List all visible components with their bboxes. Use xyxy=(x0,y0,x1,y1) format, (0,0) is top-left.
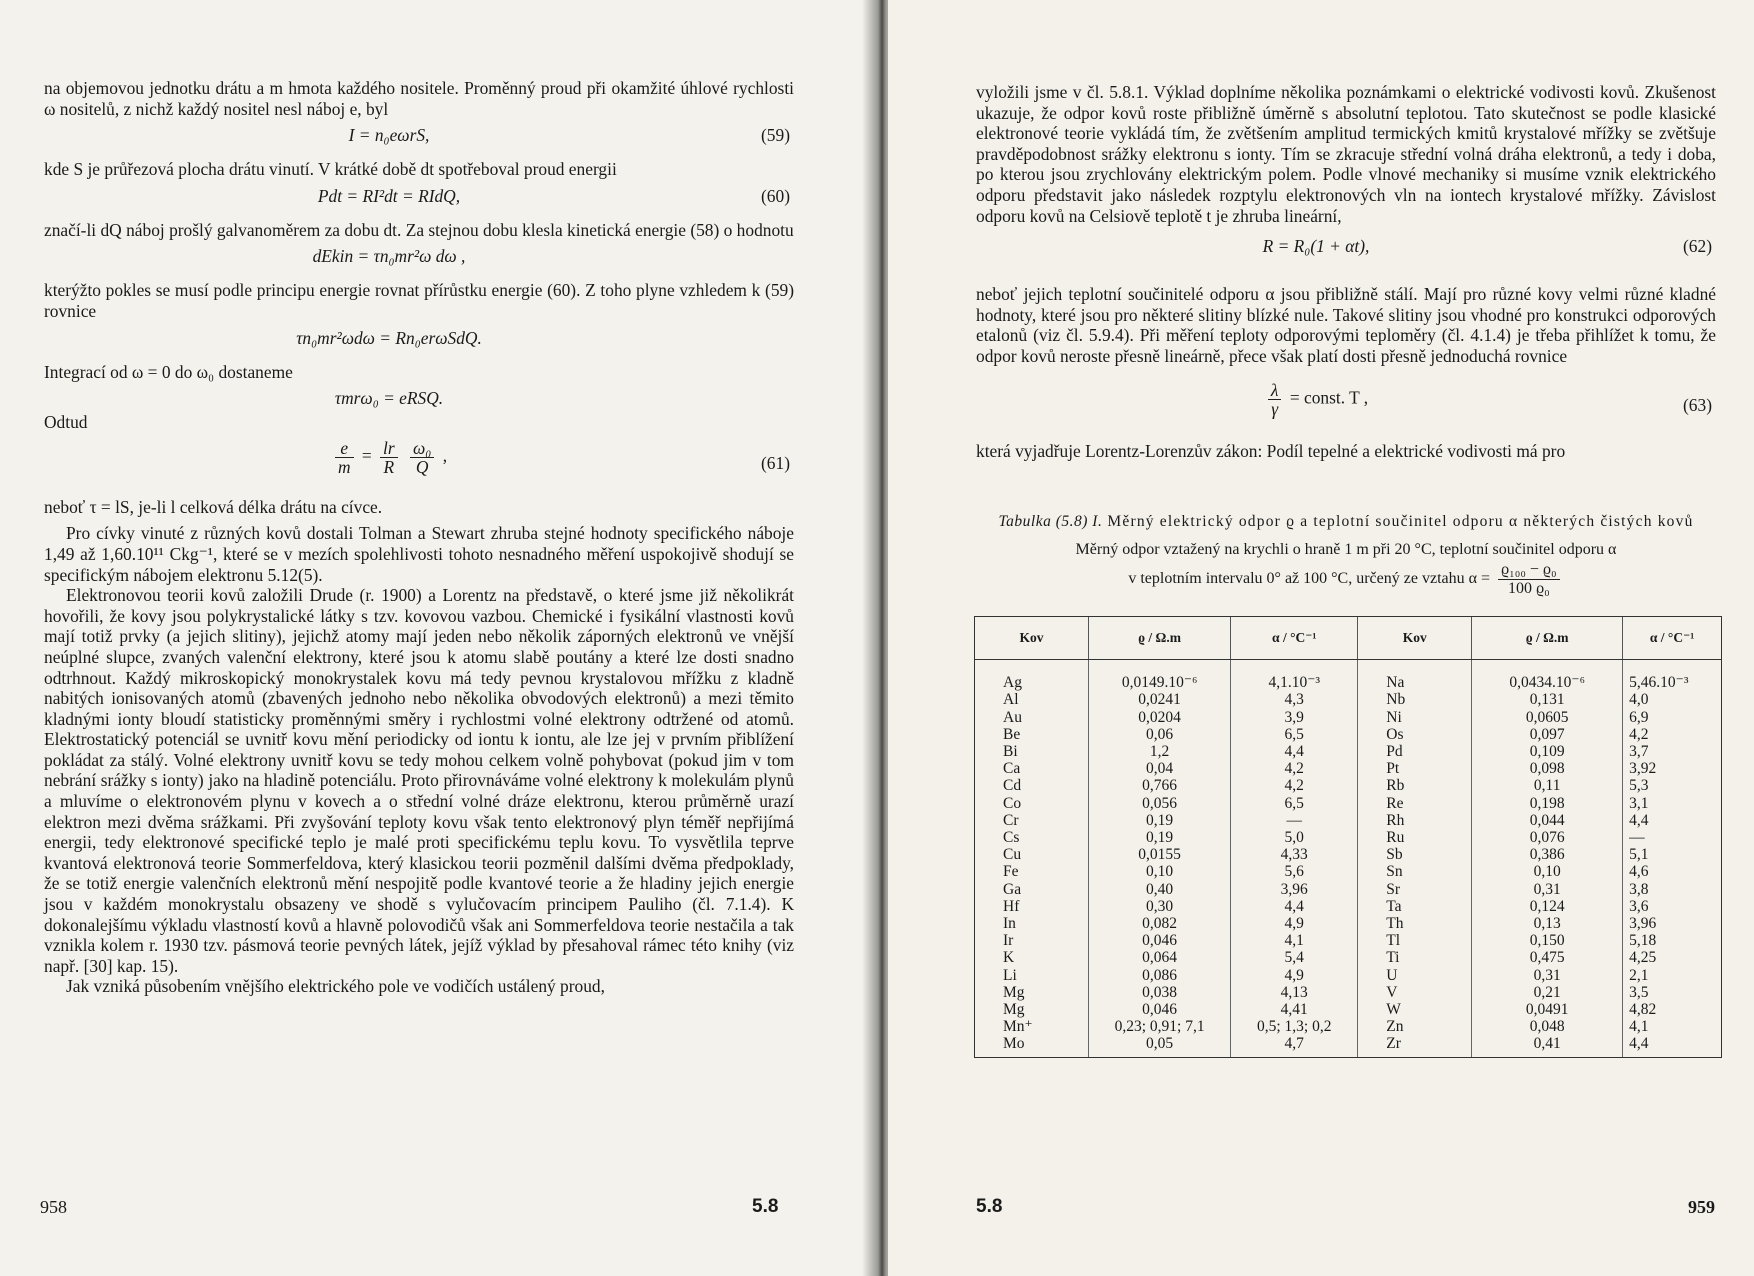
table-cell: 0,0434.10⁻⁶ xyxy=(1472,674,1623,691)
section-label-left: 5.8 xyxy=(752,1196,779,1217)
table-cell: 0,31 xyxy=(1472,967,1623,984)
table-cell: 0,13 xyxy=(1472,915,1623,932)
table-cell: 6,5 xyxy=(1231,795,1358,812)
equation-60 xyxy=(44,186,794,214)
table-cell: 0,0241 xyxy=(1089,691,1231,708)
table-cell: 0,0155 xyxy=(1089,846,1231,863)
table-cell: Nb xyxy=(1358,691,1472,708)
table-cell: 0,475 xyxy=(1472,949,1623,966)
table-cell: 0,11 xyxy=(1472,777,1623,794)
table-cell: 5,46.10⁻³ xyxy=(1623,674,1722,691)
table-cell: 0,0491 xyxy=(1472,1001,1623,1018)
table-row xyxy=(975,795,1722,812)
table-cell: In xyxy=(975,915,1089,932)
table-cell: 0,0149.10⁻⁶ xyxy=(1089,674,1231,691)
table-cell: Re xyxy=(1358,795,1472,812)
table-row xyxy=(975,1035,1722,1057)
table-cell: 0,038 xyxy=(1089,984,1231,1001)
table-row xyxy=(975,846,1722,863)
fraction-w0-Q: $\frac{\text{ω₀}}{Q}$ xyxy=(410,439,434,476)
table-cell: 0,044 xyxy=(1472,812,1623,829)
right-text-column xyxy=(976,82,1716,1058)
equation-body: τn₀mr²ωdω = Rn₀erωSdQ. xyxy=(296,327,482,348)
paragraph: Pro cívky vinuté z různých kovů dostali Tolman a Stewart zhruba stejné hodnoty specifického náboje 1,49 až 1,60.10¹¹ Ckg⁻¹, které se v mezích spolehlivosti tohoto nesnadného měření uspokojivě shodují se specifickým nábojem elektronu 5.12(5). xyxy=(44,523,794,585)
table-cell: 4,1 xyxy=(1231,932,1358,949)
table-subcaption: Měrný odpor vztažený na krychli o hraně 1 m při 20 °C, teplotní součinitel odporu α v teplotním intervalu 0° až 100 °C, určený ze vztahu α = $\frac{\text{ϱ₁₀₀ − ϱ₀}}{\text{100 ϱ₀}}$ xyxy=(1075,541,1617,598)
table-label: Tabulka (5.8) I. xyxy=(998,513,1103,531)
table-cell: 3,92 xyxy=(1623,760,1722,777)
table-cell: 0,098 xyxy=(1472,760,1623,777)
equation-number: (61) xyxy=(761,452,790,473)
table-cell: Li xyxy=(975,967,1089,984)
table-cell: — xyxy=(1623,829,1722,846)
table-cell: 4,2 xyxy=(1231,777,1358,794)
table-cell: 0,19 xyxy=(1089,829,1231,846)
paragraph: neboť τ = lS, je-li l celková délka drátu na cívce. xyxy=(44,496,383,517)
table-row xyxy=(975,829,1722,846)
table-cell: Ti xyxy=(1358,949,1472,966)
equation-61 xyxy=(44,439,794,491)
table-cell: 4,4 xyxy=(1623,812,1722,829)
table-cell: 4,13 xyxy=(1231,984,1358,1001)
table-cell: Sb xyxy=(1358,846,1472,863)
equation-number: (62) xyxy=(1683,236,1712,257)
table-cell: 0,064 xyxy=(1089,949,1231,966)
table-caption xyxy=(976,513,1716,531)
table-cell: Ca xyxy=(975,760,1089,777)
table-cell: 4,41 xyxy=(1231,1001,1358,1018)
table-cell: 5,18 xyxy=(1623,932,1722,949)
equation-62 xyxy=(976,236,1716,264)
table-cell: Cr xyxy=(975,812,1089,829)
table-row xyxy=(975,1018,1722,1035)
equation-body: dEkin = τn₀mr²ω dω , xyxy=(312,246,466,267)
right-page xyxy=(888,0,1754,1276)
equation-number: (59) xyxy=(761,125,790,146)
table-cell: 0,124 xyxy=(1472,898,1623,915)
table-cell: 4,4 xyxy=(1623,1035,1722,1057)
table-cell: 4,1.10⁻³ xyxy=(1231,674,1358,691)
equation-body: R = R₀(1 + αt), xyxy=(1262,236,1370,257)
equation-balance xyxy=(44,328,794,356)
table-header: ϱ / Ω.m xyxy=(1472,617,1623,660)
table-cell: 0,086 xyxy=(1089,967,1231,984)
table-cell: 2,1 xyxy=(1623,967,1722,984)
paragraph: neboť jejich teplotní součinitelé odporu α jsou přibližně stálí. Mají pro různé kovy velmi různé kladné hodnoty, které jsou pro některé slitiny blízké nule. Takové slitiny jsou vhodné pro konstrukci odporových etalonů (viz čl. 5.9.4). Při měření teploty odporovými teploměry (čl. 4.1.4) je třeba přihlížet k tomu, že odpor kovů neroste přesně lineárně, přece však platí dosti přesně jednoduchá rovnice xyxy=(976,284,1716,366)
table-cell: 5,1 xyxy=(1623,846,1722,863)
table-row xyxy=(975,812,1722,829)
paragraph: která vyjadřuje Lorentz-Lorenzův zákon: Podíl tepelné a elektrické vodivosti má pro xyxy=(976,440,1566,461)
page-number-left: 958 xyxy=(40,1197,67,1217)
table-cell: 4,82 xyxy=(1623,1001,1722,1018)
table-cell: Cu xyxy=(975,846,1089,863)
paragraph: kde S je průřezová plocha drátu vinutí. V krátké době dt spotřeboval proud energii xyxy=(44,159,617,180)
table-cell: 0,056 xyxy=(1089,795,1231,812)
table-cell: 6,5 xyxy=(1231,726,1358,743)
table-cell: Be xyxy=(975,726,1089,743)
table-cell: 4,3 xyxy=(1231,691,1358,708)
table-header: Kov xyxy=(1358,617,1472,660)
table-cell: Pt xyxy=(1358,760,1472,777)
table-cell: 0,046 xyxy=(1089,932,1231,949)
table-header: α / °C⁻¹ xyxy=(1231,617,1358,660)
table-cell: 4,6 xyxy=(1623,863,1722,880)
table-cell: Bi xyxy=(975,743,1089,760)
table-row xyxy=(975,932,1722,949)
table-cell: Sn xyxy=(1358,863,1472,880)
table-row xyxy=(975,984,1722,1001)
table-cell: 0,109 xyxy=(1472,743,1623,760)
table-cell: Sr xyxy=(1358,881,1472,898)
table-row xyxy=(975,967,1722,984)
table-cell: 0,41 xyxy=(1472,1035,1623,1057)
table-cell: 0,046 xyxy=(1089,1001,1231,1018)
table-cell: 5,3 xyxy=(1623,777,1722,794)
table-cell: 4,33 xyxy=(1231,846,1358,863)
page-number-right: 959 xyxy=(1688,1197,1715,1217)
equation-kinetic xyxy=(44,246,794,274)
resistivity-table xyxy=(974,616,1722,1057)
paragraph: vyložili jsme v čl. 5.8.1. Výklad doplníme několika poznámkami o elektrické vodivosti kovů. Zkušenost ukazuje, že odpor kovů roste přibližně úměrně s absolutní teplotou. Tato skutečnost se podle klasické elektronové teorie vykládá tím, že zvětšením amplitud termických kmitů krystalové mřížky se zvětšuje pravděpodobnost srážky elektronu s ionty. Tím se zkracuje střední volná dráha elektronů, a tedy i doba, po kterou jsou zrychlovány elektrickým polem. Podle vlnové mechaniky si musíme vznik elektrického odporu představit jako následek rozptylu elektronových vln na iontech krystalové mřížky. Závislost odporu kovů na Celsiově teplotě t je zhruba lineární, xyxy=(976,82,1716,226)
table-cell: 4,25 xyxy=(1623,949,1722,966)
table-cell: Mg xyxy=(975,1001,1089,1018)
table-row xyxy=(975,881,1722,898)
table-cell: 4,0 xyxy=(1623,691,1722,708)
table-cell: 0,076 xyxy=(1472,829,1623,846)
table-cell: 0,10 xyxy=(1472,863,1623,880)
equation-59 xyxy=(44,125,794,153)
equation-body: $\frac{\lambda}{\gamma}$ = const. T , xyxy=(976,381,1656,418)
table-cell: 4,2 xyxy=(1623,726,1722,743)
table-row xyxy=(975,726,1722,743)
table-cell: 0,150 xyxy=(1472,932,1623,949)
table-cell: 4,4 xyxy=(1231,743,1358,760)
paragraph: Integrací od ω = 0 do ω₀ dostaneme xyxy=(44,361,293,382)
table-header: Kov xyxy=(975,617,1089,660)
equation-body: Pdt = RI²dt = RIdQ, xyxy=(317,185,461,206)
equation-body: I = n₀eωrS, xyxy=(348,125,430,146)
table-cell: W xyxy=(1358,1001,1472,1018)
table-cell: 4,4 xyxy=(1231,898,1358,915)
table-row xyxy=(975,863,1722,880)
table-cell: 4,1 xyxy=(1623,1018,1722,1035)
table-cell: 0,198 xyxy=(1472,795,1623,812)
table-cell: Co xyxy=(975,795,1089,812)
table-cell: Mo xyxy=(975,1035,1089,1057)
paragraph: značí-li dQ náboj prošlý galvanoměrem za dobu dt. Za stejnou dobu klesla kinetická energie (58) o hodnotu xyxy=(44,219,794,240)
table-spacer-row xyxy=(975,660,1722,675)
table-cell: 5,4 xyxy=(1231,949,1358,966)
table-body xyxy=(975,660,1722,1057)
table-cell: 4,9 xyxy=(1231,967,1358,984)
table-cell: Fe xyxy=(975,863,1089,880)
equation-integrated xyxy=(44,388,794,416)
fraction-alpha-formula: $\frac{\text{ϱ₁₀₀ − ϱ₀}}{\text{100 ϱ₀}}$ xyxy=(1498,561,1560,598)
table-cell: Th xyxy=(1358,915,1472,932)
table-cell: Al xyxy=(975,691,1089,708)
table-cell: 6,9 xyxy=(1623,709,1722,726)
table-cell: 0,10 xyxy=(1089,863,1231,880)
table-cell: Na xyxy=(1358,674,1472,691)
table-cell: 5,0 xyxy=(1231,829,1358,846)
table-title: Měrný elektrický odpor ϱ a teplotní součinitel odporu α některých čistých kovů xyxy=(1107,513,1694,531)
table-cell: 0,766 xyxy=(1089,777,1231,794)
equation-number: (60) xyxy=(761,185,790,206)
table-header-row xyxy=(975,617,1722,660)
table-cell: Hf xyxy=(975,898,1089,915)
table-cell: Cd xyxy=(975,777,1089,794)
table-cell: Ta xyxy=(1358,898,1472,915)
table-cell: Tl xyxy=(1358,932,1472,949)
table-cell: Rb xyxy=(1358,777,1472,794)
table-cell: 0,5; 1,3; 0,2 xyxy=(1231,1018,1358,1035)
table-cell: Au xyxy=(975,709,1089,726)
table-cell: 0,31 xyxy=(1472,881,1623,898)
table-row xyxy=(975,674,1722,691)
table-row xyxy=(975,898,1722,915)
table-cell: 1,2 xyxy=(1089,743,1231,760)
paragraph: na objemovou jednotku drátu a m hmota každého nositele. Proměnný proud při okamžité úhlové rychlosti ω nositelů, z nichž každý nositel nesl náboj e, byl xyxy=(44,78,794,119)
fraction-lambda-gamma: $\frac{\lambda}{\gamma}$ xyxy=(1268,381,1282,418)
table-cell: 0,40 xyxy=(1089,881,1231,898)
table-cell: 0,386 xyxy=(1472,846,1623,863)
table-cell: 0,131 xyxy=(1472,691,1623,708)
table-cell: Mn⁺ xyxy=(975,1018,1089,1035)
table-cell: 0,082 xyxy=(1089,915,1231,932)
table-cell: Ir xyxy=(975,932,1089,949)
table-cell: Pd xyxy=(1358,743,1472,760)
paragraph: Elektronovou teorii kovů založili Drude (r. 1900) a Lorentz na představě, o které jsme již několikrát hovořili, že kovy jsou polykrystalické látky s tzv. kovovou vazbou. Chemické i fysikální vlastnosti kovů mají totiž prvky (a jejich slitiny), jejichž atomy mají jeden nebo několik záporných elektronů ve vnější neúplné slupce, zvaných valenční elektrony, které jsou k atomu slabě poutány a které lze dosti snadno odtrhnout. Každý mikroskopický monokrystalek kovu má tedy pevnou krystalovou mřížku z kladně nabitých ionisovaných atomů (zbavených jednoho nebo několika obvodových elektronů) a mezi těmito kladnými ionty bloudí statisticky proměnnými směry i rychlostmi volné elektrony odtržené od atomů. Elektrostatický potenciál se uvnitř kovu mění periodicky od iontu k iontu, ale lze jej v prvním přiblížení pokládat za stálý. Volné elektrony uvnitř kovu se tedy mohou celkem volně pohybovat (pokud jim v tom nebrání srážky s ionty) jako na hladině potenciálu. Proto přirovnáváme volné elektrony k molekulám plynů a mluvíme o elektronovém plynu v kovech a o střední volné dráze elektronu, kterou průměrně urazí elektron mezi dvěma srážkami. Při zvyšování teploty kovu však tento elektronový plyn téměř nepřijímá energii, tedy elektronové specifické teplo je malé proti specifickému teplu kovu. To vysvětlila teprve kvantová elektronová teorie Sommerfeldova, který klasickou teorii pozměnil dalšími dvěma předpoklady, že se totiž energie valenčních elektronů mění nespojitě podle kvantové teorie a že hladiny jejich energie jsou v každém monokrystalu obsazeny ve shodě s vylučovacím principem Pauliho (čl. 7.1.4). K dokonalejšímu výkladu vlastností kovů a hlavně polovodičů však ani Sommerfeldova teorie nestačila a tak vznikla kolem r. 1930 tzv. pásmová teorie pevných látek, jejíž výklad by přesahoval rámec této knihy (viz např. [30] kap. 15). xyxy=(44,585,794,976)
table-cell: 0,21 xyxy=(1472,984,1623,1001)
table-cell: 0,0204 xyxy=(1089,709,1231,726)
table-row xyxy=(975,915,1722,932)
table-cell: 3,1 xyxy=(1623,795,1722,812)
table-cell: 4,2 xyxy=(1231,760,1358,777)
table-cell: 4,7 xyxy=(1231,1035,1358,1057)
table-cell: 4,9 xyxy=(1231,915,1358,932)
table-row xyxy=(975,777,1722,794)
equation-body: $\frac{e}{m}$ = $\frac{lr}{R}$ $\frac{\text{ω₀}}{Q}$ , xyxy=(44,439,734,476)
left-page xyxy=(0,0,872,1276)
table-row xyxy=(975,760,1722,777)
table-cell: 0,0605 xyxy=(1472,709,1623,726)
equation-63 xyxy=(976,381,1716,433)
table-cell: 0,23; 0,91; 7,1 xyxy=(1089,1018,1231,1035)
table-cell: 3,96 xyxy=(1231,881,1358,898)
table-cell: Ru xyxy=(1358,829,1472,846)
table-header: α / °C⁻¹ xyxy=(1623,617,1722,660)
fraction-e-m: $\frac{e}{m}$ xyxy=(335,439,354,476)
table-cell: Zr xyxy=(1358,1035,1472,1057)
table-cell: 3,6 xyxy=(1623,898,1722,915)
table-cell: 0,06 xyxy=(1089,726,1231,743)
table-cell: U xyxy=(1358,967,1472,984)
table-cell: Ni xyxy=(1358,709,1472,726)
table-cell: 5,6 xyxy=(1231,863,1358,880)
table-header: ϱ / Ω.m xyxy=(1089,617,1231,660)
table-cell: Rh xyxy=(1358,812,1472,829)
table-cell: Cs xyxy=(975,829,1089,846)
table-cell: 0,097 xyxy=(1472,726,1623,743)
left-text-column xyxy=(44,78,794,997)
equation-number: (63) xyxy=(1683,394,1712,415)
table-cell: 0,19 xyxy=(1089,812,1231,829)
table-cell: 0,05 xyxy=(1089,1035,1231,1057)
table-cell: 3,9 xyxy=(1231,709,1358,726)
table-cell: 3,8 xyxy=(1623,881,1722,898)
table-row xyxy=(975,691,1722,708)
table-cell: Ag xyxy=(975,674,1089,691)
table-cell: 3,7 xyxy=(1623,743,1722,760)
table-row xyxy=(975,743,1722,760)
fraction-lr-R: $\frac{lr}{R}$ xyxy=(380,439,398,476)
paragraph-odtud: Odtud xyxy=(44,412,88,433)
table-cell: Os xyxy=(1358,726,1472,743)
table-row xyxy=(975,1001,1722,1018)
paragraph: Jak vzniká působením vnějšího elektrického pole ve vodičích ustálený proud, xyxy=(66,976,605,997)
table-cell: Mg xyxy=(975,984,1089,1001)
table-cell: V xyxy=(1358,984,1472,1001)
paragraph: kterýžto pokles se musí podle principu energie rovnat přírůstku energie (60). Z toho plyne vzhledem k (59) rovnice xyxy=(44,280,794,321)
table-cell: 0,048 xyxy=(1472,1018,1623,1035)
section-label-right: 5.8 xyxy=(976,1196,1003,1217)
table-cell: 0,30 xyxy=(1089,898,1231,915)
table-cell: Ga xyxy=(975,881,1089,898)
table-cell: 0,04 xyxy=(1089,760,1231,777)
table-cell: K xyxy=(975,949,1089,966)
table-row xyxy=(975,949,1722,966)
equation-body: τmrω₀ = eRSQ. xyxy=(334,388,444,409)
table-cell: 3,96 xyxy=(1623,915,1722,932)
table-cell: 3,5 xyxy=(1623,984,1722,1001)
table-cell: Zn xyxy=(1358,1018,1472,1035)
table-row xyxy=(975,709,1722,726)
table-cell: — xyxy=(1231,812,1358,829)
